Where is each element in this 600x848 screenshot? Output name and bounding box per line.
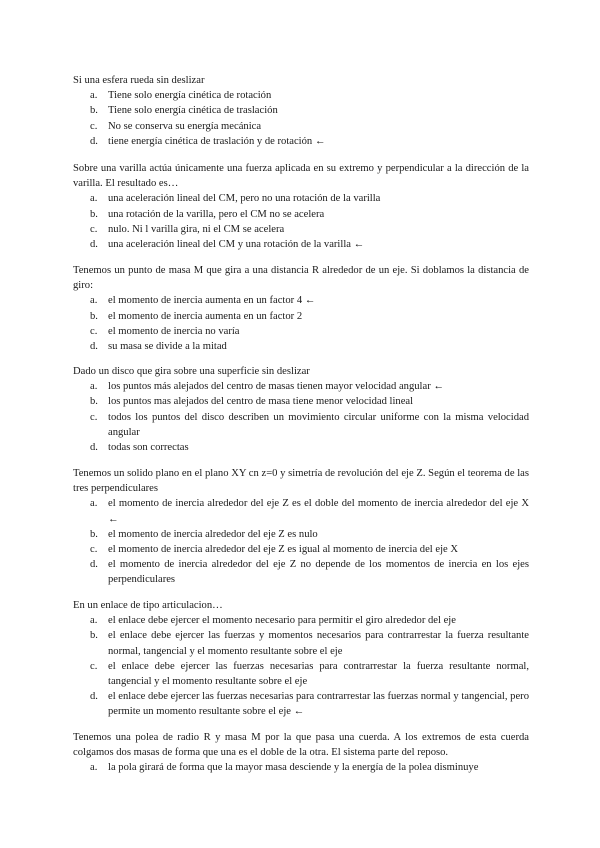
option-text: una rotación de la varilla, pero el CM no se acelera — [108, 208, 325, 220]
option-item — [73, 103, 529, 118]
option-text: los puntos mas alejados del centro de masa tiene menor velocidad lineal — [108, 396, 414, 408]
option-list — [73, 496, 529, 587]
option-letter: d. — [90, 559, 98, 571]
question-stem: Sobre una varilla actúa únicamente una fuerza aplicada en su extremo y perpendicular a la dirección de la varilla. El resultado es… — [73, 163, 529, 190]
option-text: nulo. Ni l varilla gira, ni el CM se acelera — [108, 223, 285, 235]
option-item — [73, 689, 529, 719]
option-list — [73, 191, 529, 252]
question-stem: Dado un disco que gira sobre una superficie sin deslizar — [73, 366, 310, 377]
option-letter: a. — [90, 90, 98, 102]
option-item — [73, 527, 529, 542]
option-item — [73, 88, 529, 103]
option-text: una aceleración lineal del CM, pero no una rotación de la varilla — [108, 193, 381, 205]
option-item — [73, 613, 529, 628]
option-text: todas son correctas — [108, 442, 189, 454]
option-letter: d. — [90, 691, 98, 703]
option-letter: c. — [90, 325, 98, 337]
option-letter: a. — [90, 498, 98, 510]
option-text: una aceleración lineal del CM y una rotación de la varilla ← — [108, 239, 365, 251]
option-item — [73, 379, 529, 394]
option-item — [73, 324, 529, 339]
option-letter: c. — [90, 223, 98, 235]
option-item — [73, 440, 529, 455]
option-letter: c. — [90, 411, 98, 423]
option-letter: b. — [90, 396, 98, 408]
option-letter: b. — [90, 630, 98, 642]
option-text: Tiene solo energía cinética de traslación — [108, 105, 278, 117]
option-item — [73, 119, 529, 134]
option-text: el enlace debe ejercer las fuerzas necesarias para contrarrestar la fuerza resultante normal, tangencial y el momento resultante sobre el eje — [108, 660, 529, 688]
question-stem: En un enlace de tipo articulacion… — [73, 600, 223, 611]
option-text: el momento de inercia alrededor del eje Z es nulo — [108, 528, 318, 540]
option-list — [73, 88, 529, 149]
option-item — [73, 339, 529, 354]
question-1 — [73, 73, 529, 149]
option-item — [73, 659, 529, 689]
option-item — [73, 496, 529, 526]
option-item — [73, 309, 529, 324]
question-stem: Tenemos un punto de masa M que gira a una distancia R alrededor de un eje. Si doblamos la distancia de giro: — [73, 265, 529, 292]
option-text: tiene energía cinética de traslación y de rotación ← — [108, 135, 326, 147]
option-item — [73, 628, 529, 658]
option-text: la pola girará de forma que la mayor masa desciende y la energía de la polea disminuye — [108, 762, 479, 774]
option-letter: d. — [90, 341, 98, 353]
option-text: el enlace debe ejercer las fuerzas y momentos necesarios para contrarrestar la fuerza resultante normal, tangencial y el momento resultante sobre el eje — [108, 630, 529, 657]
option-text: el momento de inercia alrededor del eje Z no depende de los momentos de inercia en los ejes perpendiculares — [108, 559, 529, 586]
option-text: el enlace debe ejercer las fuerzas necesarias para contrarrestar las fuerzas normal y tangencial, pero permite un momento resultante sobre el eje ← — [108, 691, 529, 718]
question-stem: Tenemos una polea de radio R y masa M por la que pasa una cuerda. A los extremos de esta cuerda colgamos dos masas de forma que una es el doble de la otra. El sistema parte del reposo. — [73, 732, 529, 759]
option-text: el momento de inercia aumenta en un factor 2 — [108, 310, 303, 322]
option-letter: a. — [90, 762, 98, 774]
option-letter: d. — [90, 442, 98, 454]
question-stem: Si una esfera rueda sin deslizar — [73, 75, 205, 86]
option-text: el momento de inercia no varía — [108, 325, 240, 337]
option-text: No se conserva su energía mecánica — [108, 120, 262, 132]
question-6 — [73, 598, 529, 720]
option-letter: b. — [90, 208, 98, 220]
option-list — [73, 760, 529, 775]
option-letter: d. — [90, 239, 98, 251]
option-list — [73, 379, 529, 455]
option-letter: c. — [90, 120, 98, 132]
option-letter: c. — [90, 660, 98, 672]
option-text: su masa se divide a la mitad — [108, 341, 227, 353]
option-letter: b. — [90, 310, 98, 322]
option-text: el enlace debe ejercer el momento necesario para permitir el giro alrededor del eje — [108, 615, 456, 627]
option-item — [73, 207, 529, 222]
option-text: el momento de inercia alrededor del eje Z es el doble del momento de inercia alrededor del eje X ← — [108, 498, 529, 525]
option-item — [73, 237, 529, 252]
option-letter: c. — [90, 544, 98, 556]
option-text: todos los puntos del disco describen un movimiento circular uniforme con la misma velocidad angular — [108, 411, 529, 438]
question-7 — [73, 730, 529, 776]
option-item — [73, 293, 529, 308]
question-4 — [73, 364, 529, 455]
question-5 — [73, 466, 529, 588]
option-text: los puntos más alejados del centro de masas tienen mayor velocidad angular ← — [108, 381, 444, 393]
option-letter: a. — [90, 295, 98, 307]
question-stem: Tenemos un solido plano en el plano XY cn z=0 y simetría de revolución del eje Z. Según el teorema de las tres perpendiculares — [73, 468, 529, 495]
option-list — [73, 293, 529, 354]
option-text: Tiene solo energía cinética de rotación — [108, 90, 272, 102]
option-letter: a. — [90, 615, 98, 627]
option-letter: a. — [90, 381, 98, 393]
option-text: el momento de inercia alrededor del eje Z es igual al momento de inercia del eje X — [108, 544, 459, 556]
option-item — [73, 410, 529, 440]
option-letter: b. — [90, 528, 98, 540]
option-list — [73, 613, 529, 719]
option-letter: d. — [90, 135, 98, 147]
option-text: el momento de inercia aumenta en un factor 4 ← — [108, 295, 316, 307]
option-letter: b. — [90, 105, 98, 117]
option-item — [73, 134, 529, 149]
option-item — [73, 191, 529, 206]
option-item — [73, 542, 529, 557]
option-letter: a. — [90, 193, 98, 205]
question-2 — [73, 161, 529, 252]
option-item — [73, 394, 529, 409]
question-3 — [73, 263, 529, 354]
option-item — [73, 760, 529, 775]
option-item — [73, 222, 529, 237]
option-item — [73, 557, 529, 587]
